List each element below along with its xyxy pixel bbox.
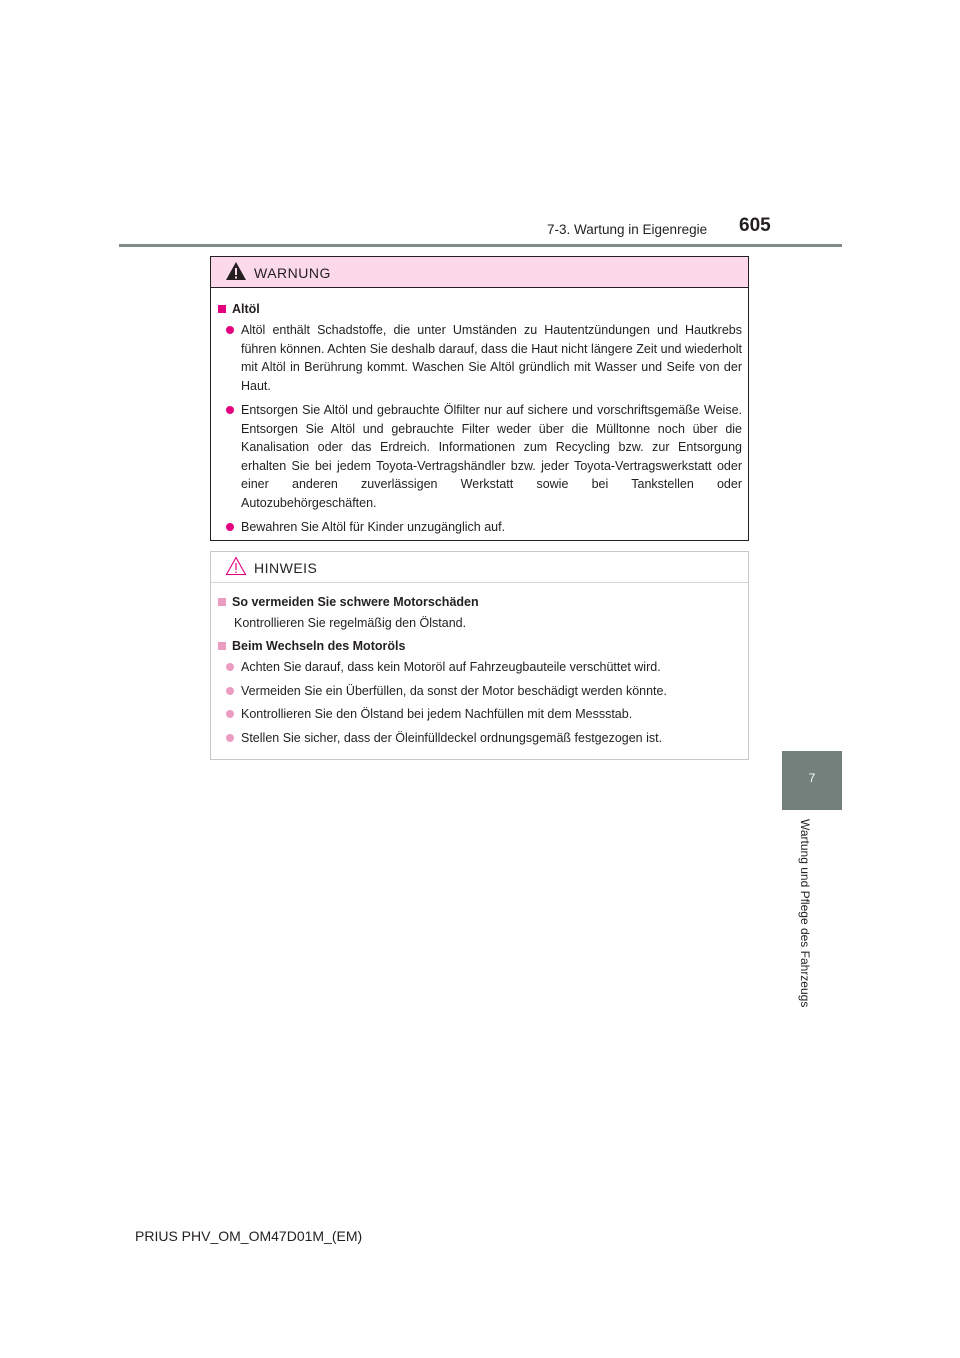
list-item (217, 729, 742, 748)
chapter-tab (782, 751, 842, 810)
list-item (217, 705, 742, 724)
warning-box-header (211, 257, 748, 288)
warning-box-body (211, 288, 748, 537)
topic-heading (217, 593, 742, 611)
list-item-text: Achten Sie darauf, dass kein Motoröl auf Fahrzeugbauteile verschüttet wird. (241, 660, 661, 674)
round-bullet-icon (226, 710, 234, 718)
note-box (210, 551, 749, 760)
chapter-number: 7 (808, 771, 816, 785)
warning-triangle-filled-icon (225, 261, 247, 281)
list-item (217, 401, 742, 512)
list-item (217, 682, 742, 701)
warning-box (210, 256, 749, 541)
note-box-body (211, 583, 748, 747)
list-item (217, 658, 742, 677)
topic-title: Beim Wechseln des Motoröls (232, 639, 406, 653)
note-box-label: HINWEIS (254, 560, 318, 576)
list-item-text: Bewahren Sie Altöl für Kinder unzugänglich auf. (241, 520, 506, 534)
topic-text: Kontrollieren Sie regelmäßig den Ölstand. (234, 616, 467, 630)
list-item-text: Kontrollieren Sie den Ölstand bei jedem Nachfüllen mit dem Messstab. (241, 707, 633, 721)
round-bullet-icon (226, 523, 234, 531)
topic-heading (217, 300, 742, 318)
footer-doc-code: PRIUS PHV_OM_OM47D01M_(EM) (135, 1228, 363, 1244)
warning-box-label: WARNUNG (254, 265, 331, 281)
chapter-title: Wartung und Pflege des Fahrzeugs (798, 819, 812, 1008)
list-item-text: Stellen Sie sicher, dass der Öleinfülldeckel ordnungsgemäß festgezogen ist. (241, 730, 663, 745)
warning-triangle-outline-icon (225, 556, 247, 576)
list-item-text: Entsorgen Sie Altöl und gebrauchte Ölfilter nur auf sichere und vorschriftsgemäße Weise. Entsorgen Sie Altöl und gebrauchte Filter weder über die Mülltonne noch über die Kanalisation oder das Erdreich. Informationen zum Recycling bzw. zur Entsorgung erhalten Sie bei jedem Toyota-Vertragshändler bzw. jeder Toyota-Vertragswerkstatt oder einer anderen zuverlässigen Werkstatt sowie bei Tankstellen oder Autozubehörgeschäften. (241, 403, 742, 510)
square-bullet-icon (218, 642, 226, 650)
topic-title: So vermeiden Sie schwere Motorschäden (232, 595, 479, 609)
page-number: 605 (739, 215, 771, 236)
list-item (217, 321, 742, 395)
list-item (217, 518, 742, 537)
list-item-text: Vermeiden Sie ein Überfüllen, da sonst der Motor beschädigt werden könnte. (241, 683, 667, 698)
square-bullet-icon (218, 305, 226, 313)
note-box-header (211, 552, 748, 583)
round-bullet-icon (226, 687, 234, 695)
square-bullet-icon (218, 598, 226, 606)
topic-title: Altöl (232, 302, 260, 316)
header-section-title: 7-3. Wartung in Eigenregie (547, 222, 708, 237)
round-bullet-icon (226, 406, 234, 414)
list-item-text: Altöl enthält Schadstoffe, die unter Umständen zu Hautentzündungen und Hautkrebs führen können. Achten Sie deshalb darauf, dass die Haut nicht längere Zeit und wiederholt mit Altöl in Berührung kommt. Waschen Sie Altöl gründlich mit Wasser und Seife von der Haut. (241, 323, 742, 393)
round-bullet-icon (226, 734, 234, 742)
header-rule (119, 244, 842, 247)
round-bullet-icon (226, 663, 234, 671)
topic-heading (217, 637, 742, 655)
round-bullet-icon (226, 326, 234, 334)
